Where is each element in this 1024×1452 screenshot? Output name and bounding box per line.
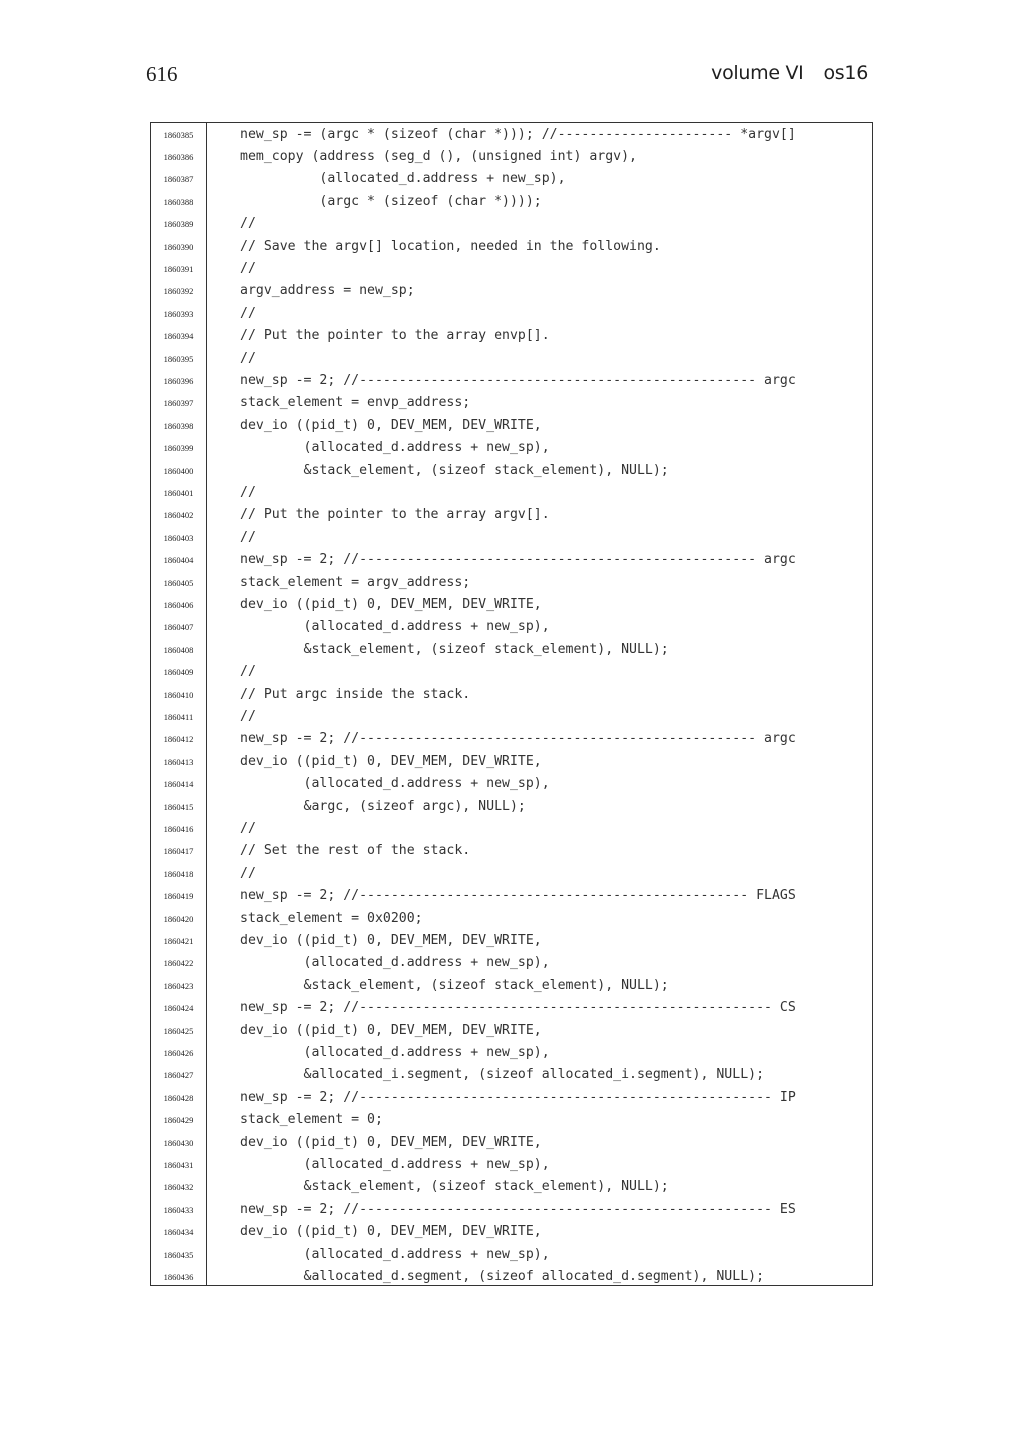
line-number: 1860400: [163, 465, 194, 476]
code-line: [151, 818, 872, 840]
line-number: 1860404: [163, 555, 194, 566]
code-text: //: [240, 529, 256, 545]
line-number: 1860398: [163, 420, 194, 431]
line-number: 1860416: [163, 823, 194, 834]
line-number: 1860387: [163, 174, 194, 185]
code-text: &argc, (sizeof argc), NULL);: [240, 798, 526, 814]
code-line: [151, 572, 872, 594]
line-number: 1860411: [163, 711, 194, 722]
code-text: //: [240, 216, 256, 232]
code-text: (argc * (sizeof (char *))));: [240, 193, 542, 209]
line-number: 1860433: [163, 1204, 194, 1215]
code-text: dev_io ((pid_t) 0, DEV_MEM, DEV_WRITE,: [240, 1134, 542, 1150]
line-number: 1860399: [163, 443, 194, 454]
line-number: 1860408: [163, 644, 194, 655]
code-text: &stack_element, (sizeof stack_element), NULL);: [240, 641, 669, 657]
code-text: &stack_element, (sizeof stack_element), NULL);: [240, 977, 669, 993]
line-number: 1860402: [163, 510, 194, 521]
code-text: //: [240, 664, 256, 680]
code-text: dev_io ((pid_t) 0, DEV_MEM, DEV_WRITE,: [240, 932, 542, 948]
line-number: 1860413: [163, 756, 194, 767]
line-number: 1860434: [163, 1227, 194, 1238]
code-text: //: [240, 708, 256, 724]
code-line: [151, 997, 872, 1019]
running-head: [711, 62, 868, 84]
code-line: [151, 1154, 872, 1176]
code-line: [151, 1020, 872, 1042]
code-line: [151, 840, 872, 862]
code-text: new_sp -= (argc * (sizeof (char *))); //---------------------- *argv[]: [240, 126, 796, 142]
line-number: 1860427: [163, 1070, 194, 1081]
code-line: [151, 975, 872, 997]
line-number: 1860414: [163, 779, 194, 790]
code-text: // Put the pointer to the array argv[].: [240, 507, 550, 523]
code-text: //: [240, 350, 256, 366]
code-line: [151, 482, 872, 504]
line-number: 1860425: [163, 1025, 194, 1036]
code-text: (allocated_d.address + new_sp),: [240, 1246, 550, 1262]
line-number: 1860419: [163, 891, 194, 902]
code-text: dev_io ((pid_t) 0, DEV_MEM, DEV_WRITE,: [240, 1022, 542, 1038]
code-line: [151, 616, 872, 638]
code-text: (allocated_d.address + new_sp),: [240, 171, 566, 187]
code-line: [151, 325, 872, 347]
code-text: //: [240, 260, 256, 276]
code-text: stack_element = argv_address;: [240, 574, 471, 590]
line-number: 1860426: [163, 1047, 194, 1058]
code-line: [151, 168, 872, 190]
code-text: (allocated_d.address + new_sp),: [240, 1156, 550, 1172]
code-line: [151, 952, 872, 974]
code-line: [151, 392, 872, 414]
code-line: [151, 639, 872, 661]
line-number: 1860394: [163, 331, 194, 342]
code-line: [151, 236, 872, 258]
code-line: [151, 751, 872, 773]
code-listing: [150, 122, 873, 1286]
line-number: 1860403: [163, 532, 194, 543]
page-number: 616: [146, 62, 178, 86]
code-text: dev_io ((pid_t) 0, DEV_MEM, DEV_WRITE,: [240, 1224, 542, 1240]
line-number: 1860415: [163, 801, 194, 812]
code-line: [151, 773, 872, 795]
code-text: new_sp -= 2; //-------------------------------------------------- argc: [240, 552, 796, 568]
code-text: stack_element = 0;: [240, 1112, 383, 1128]
code-line: [151, 706, 872, 728]
code-text: (allocated_d.address + new_sp),: [240, 776, 550, 792]
line-number: 1860393: [163, 308, 194, 319]
code-text: dev_io ((pid_t) 0, DEV_MEM, DEV_WRITE,: [240, 753, 542, 769]
line-number: 1860391: [163, 263, 194, 274]
code-line: [151, 885, 872, 907]
line-number: 1860388: [163, 196, 194, 207]
line-number: 1860410: [163, 689, 194, 700]
code-text: //: [240, 305, 256, 321]
code-text: stack_element = envp_address;: [240, 395, 471, 411]
line-number: 1860395: [163, 353, 194, 364]
code-text: //: [240, 865, 256, 881]
line-number: 1860407: [163, 622, 194, 633]
code-line: [151, 1199, 872, 1221]
code-text: new_sp -= 2; //---------------------------------------------------- IP: [240, 1089, 796, 1105]
line-number: 1860386: [163, 151, 194, 162]
code-line: [151, 191, 872, 213]
line-number: 1860435: [163, 1249, 194, 1260]
line-number: 1860420: [163, 913, 194, 924]
code-line: [151, 258, 872, 280]
line-number: 1860428: [163, 1092, 194, 1103]
code-text: mem_copy (address (seg_d (), (unsigned int) argv),: [240, 148, 637, 164]
code-text: // Put argc inside the stack.: [240, 686, 471, 702]
code-text: &stack_element, (sizeof stack_element), NULL);: [240, 1179, 669, 1195]
code-text: new_sp -= 2; //-------------------------------------------------- argc: [240, 372, 796, 388]
code-text: stack_element = 0x0200;: [240, 910, 423, 926]
line-number: 1860389: [163, 219, 194, 230]
code-line: [151, 549, 872, 571]
line-number: 1860418: [163, 868, 194, 879]
code-line: [151, 348, 872, 370]
code-text: new_sp -= 2; //------------------------------------------------- FLAGS: [240, 888, 796, 904]
line-number: 1860424: [163, 1003, 194, 1014]
code-line: [151, 437, 872, 459]
code-text: // Save the argv[] location, needed in the following.: [240, 238, 661, 254]
code-text: new_sp -= 2; //-------------------------------------------------- argc: [240, 731, 796, 747]
code-line: [151, 1042, 872, 1064]
code-text: new_sp -= 2; //---------------------------------------------------- CS: [240, 1000, 796, 1016]
code-line: [151, 1176, 872, 1198]
code-line: [151, 594, 872, 616]
code-line: [151, 661, 872, 683]
code-line: [151, 1064, 872, 1086]
code-line: [151, 1109, 872, 1131]
line-number: 1860401: [163, 487, 194, 498]
code-text: (allocated_d.address + new_sp),: [240, 440, 550, 456]
code-text: dev_io ((pid_t) 0, DEV_MEM, DEV_WRITE,: [240, 596, 542, 612]
line-number: 1860422: [163, 958, 194, 969]
code-line: [151, 1266, 872, 1288]
code-line: [151, 303, 872, 325]
line-number: 1860432: [163, 1182, 194, 1193]
line-number: 1860385: [163, 129, 194, 140]
code-text: (allocated_d.address + new_sp),: [240, 1044, 550, 1060]
line-number: 1860431: [163, 1159, 194, 1170]
code-line: [151, 728, 872, 750]
code-text: (allocated_d.address + new_sp),: [240, 955, 550, 971]
code-line: [151, 684, 872, 706]
code-line: [151, 146, 872, 168]
line-number: 1860396: [163, 375, 194, 386]
line-number: 1860392: [163, 286, 194, 297]
code-text: &allocated_d.segment, (sizeof allocated_d.segment), NULL);: [240, 1268, 765, 1284]
code-line: [151, 527, 872, 549]
line-number: 1860429: [163, 1115, 194, 1126]
line-number: 1860390: [163, 241, 194, 252]
code-line: [151, 1132, 872, 1154]
code-line: [151, 796, 872, 818]
code-text: &allocated_i.segment, (sizeof allocated_i.segment), NULL);: [240, 1067, 765, 1083]
code-line: [151, 908, 872, 930]
line-number: 1860417: [163, 846, 194, 857]
code-line: [151, 1087, 872, 1109]
code-text: // Put the pointer to the array envp[].: [240, 328, 550, 344]
code-line: [151, 504, 872, 526]
code-line: [151, 460, 872, 482]
code-text: &stack_element, (sizeof stack_element), NULL);: [240, 462, 669, 478]
code-line: [151, 370, 872, 392]
code-text: // Set the rest of the stack.: [240, 843, 471, 859]
code-text: argv_address = new_sp;: [240, 283, 415, 299]
code-text: dev_io ((pid_t) 0, DEV_MEM, DEV_WRITE,: [240, 417, 542, 433]
line-number: 1860412: [163, 734, 194, 745]
code-line: [151, 1244, 872, 1266]
code-line: [151, 124, 872, 146]
line-number: 1860409: [163, 667, 194, 678]
code-line: [151, 1221, 872, 1243]
line-number: 1860430: [163, 1137, 194, 1148]
code-text: (allocated_d.address + new_sp),: [240, 619, 550, 635]
code-line: [151, 863, 872, 885]
line-number: 1860436: [163, 1271, 194, 1282]
code-text: new_sp -= 2; //---------------------------------------------------- ES: [240, 1201, 796, 1217]
line-number: 1860406: [163, 599, 194, 610]
line-number: 1860421: [163, 935, 194, 946]
code-line: [151, 280, 872, 302]
volume-label: volume VI: [711, 62, 804, 84]
code-line: [151, 213, 872, 235]
code-text: //: [240, 484, 256, 500]
code-line: [151, 930, 872, 952]
line-number: 1860397: [163, 398, 194, 409]
code-text: //: [240, 820, 256, 836]
line-number: 1860405: [163, 577, 194, 588]
section-label: os16: [823, 62, 868, 84]
code-line: [151, 415, 872, 437]
line-number: 1860423: [163, 980, 194, 991]
